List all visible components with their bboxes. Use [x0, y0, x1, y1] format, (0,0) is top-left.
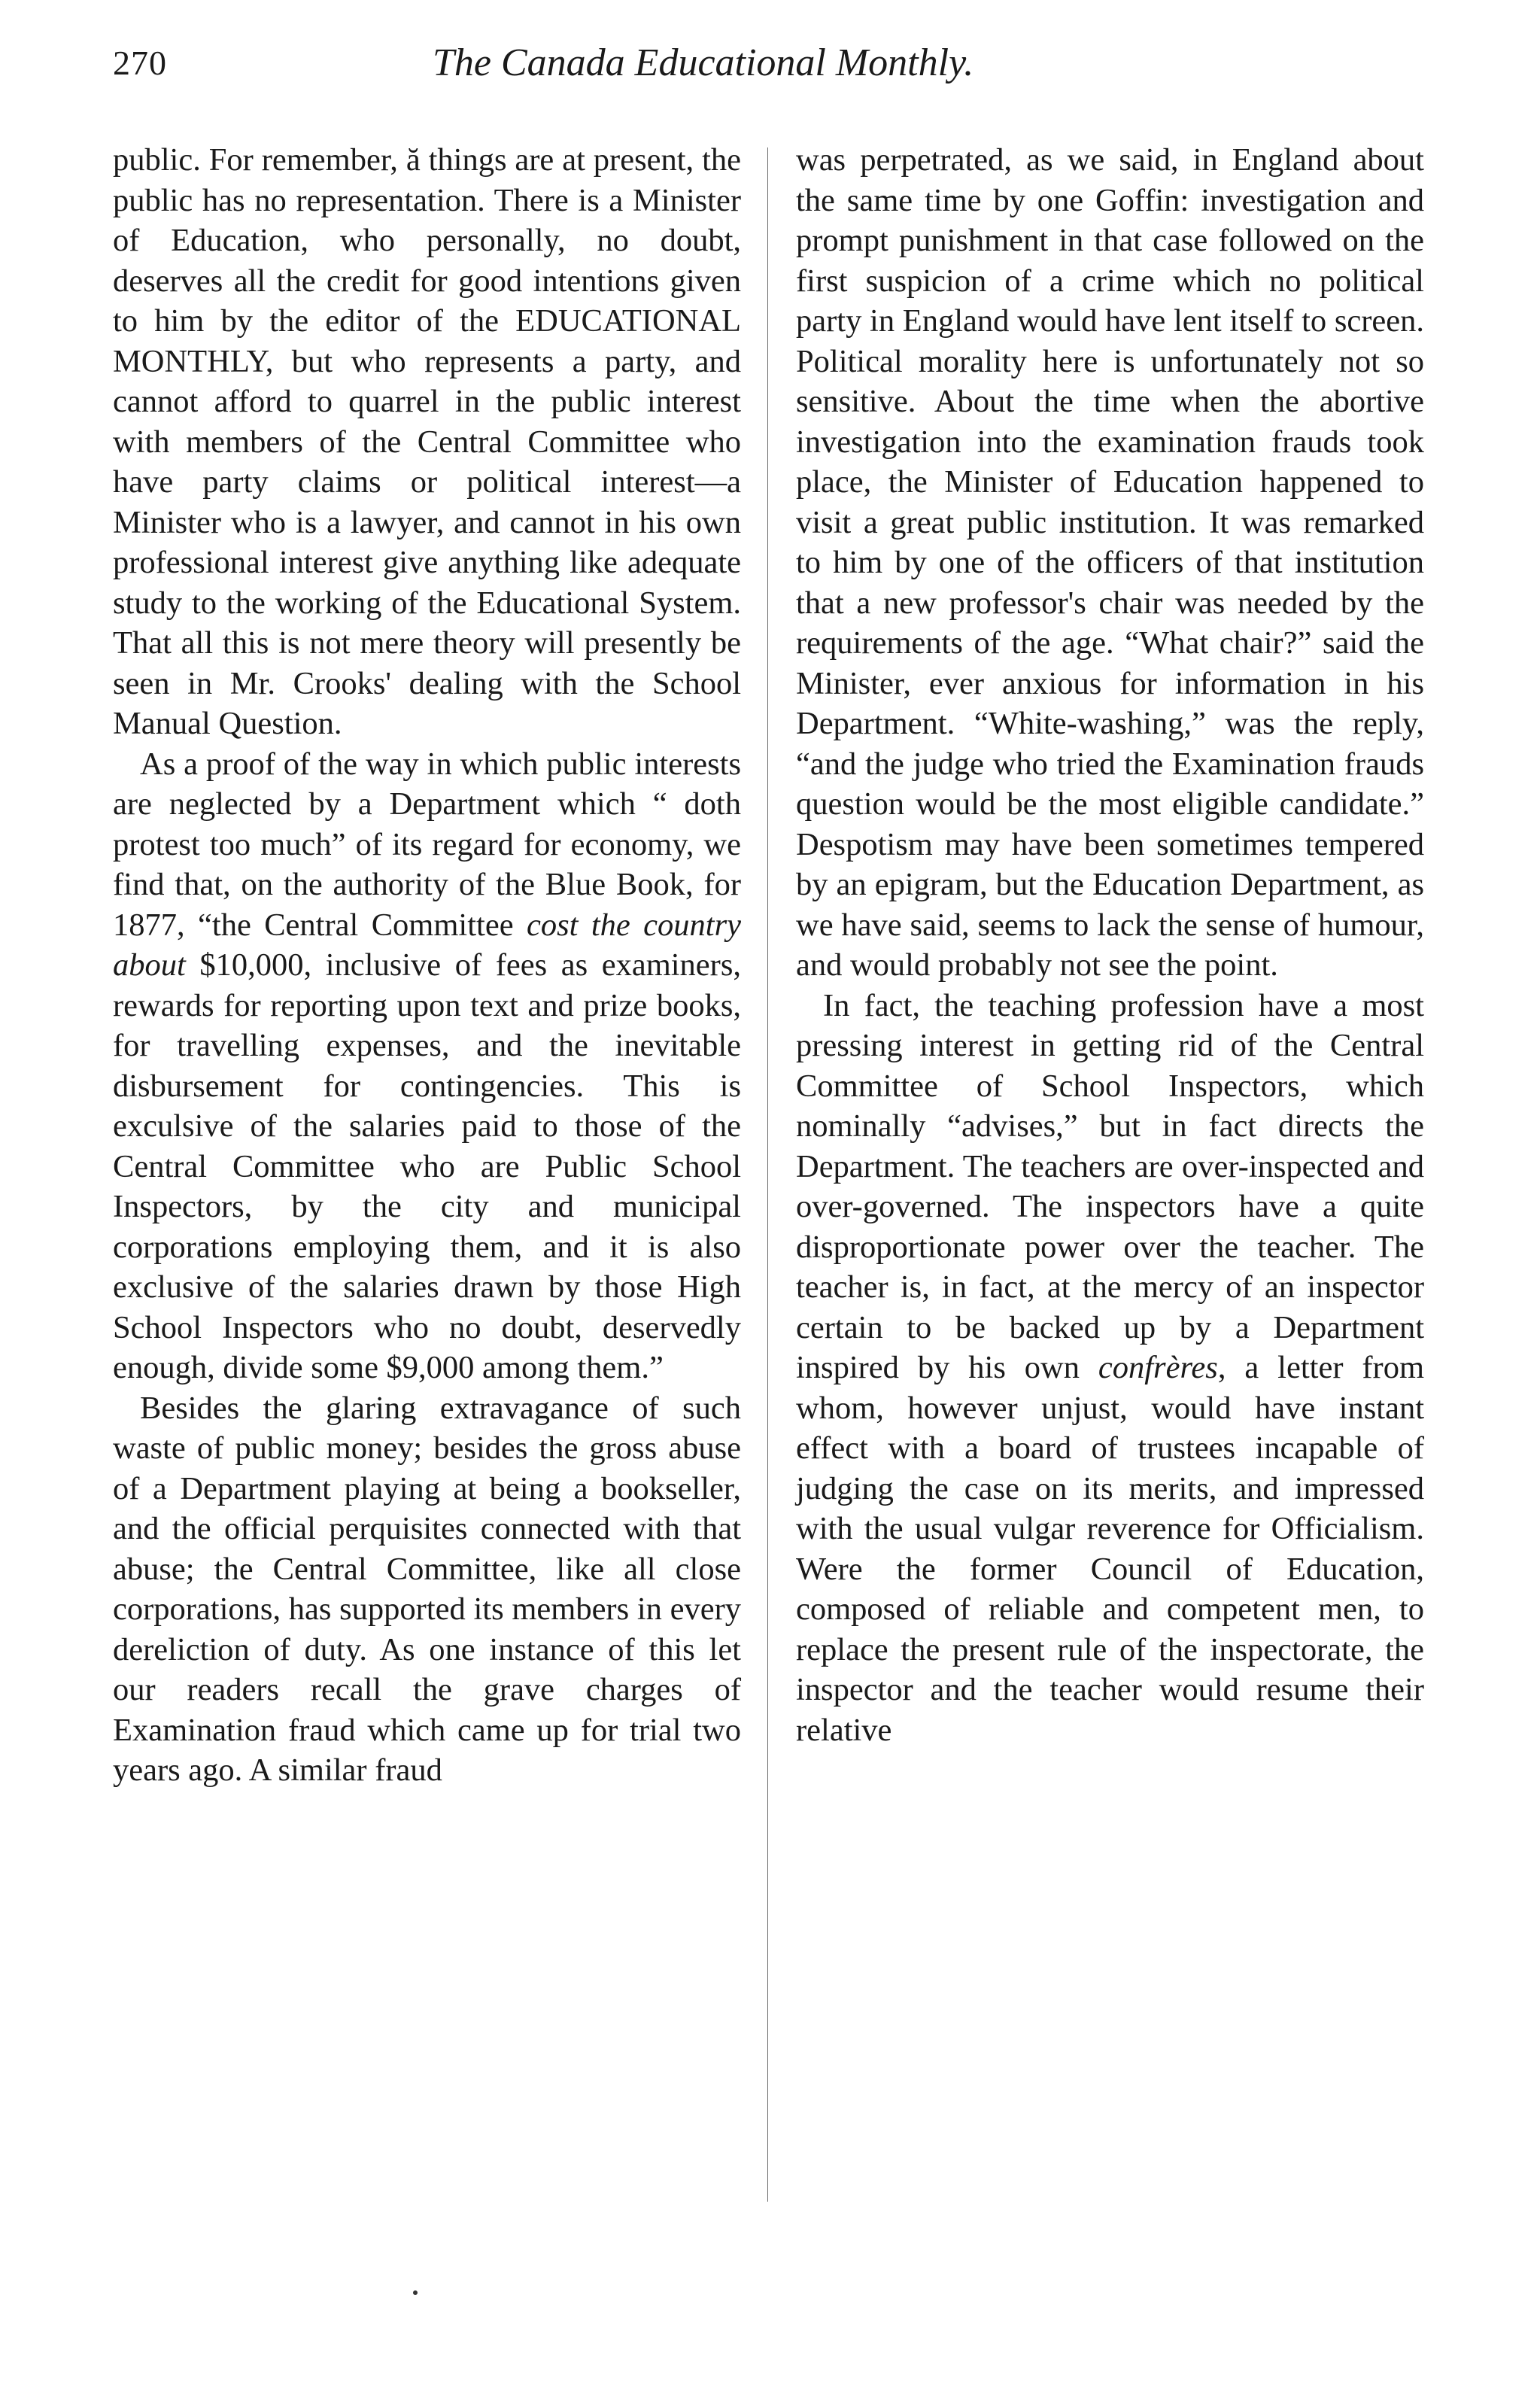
right-paragraph-2-start: In fact, the teaching profession have a most pressing interest in getting rid of the Central Committee of School Inspectors, which nominally “advises,” but in fact directs the Department. The teachers are over-inspected and over-governed. The inspectors have a quite disproportionate power over the teacher. The teacher is, in fact, at the mercy of an inspector certain to be backed up by a Department inspired by his own: [796, 987, 1424, 1385]
left-paragraph-2: [113, 744, 741, 1388]
right-column: [796, 140, 1424, 1750]
right-paragraph-1: was perpetrated, as we said, in England about the same time by one Goffin: investigation and prompt punishment in that case followed on the first suspicion of a crime which no political party in England would have lent itself to screen. Political morality here is unfortunately not so sensitive. About the time when the abortive investigation into the examination frauds took place, the Minister of Education happened to visit a great public institution. It was remarked to him by one of the officers of that institution that a new professor's chair was needed by the requirements of the age. “What chair?” said the Minister, ever anxious for information in his Department. “White-washing,” was the reply, “and the judge who tried the Examination frauds question would be the most eligible candidate.” Despotism may have been sometimes tempered by an epigram, but the Education Department, as we have said, seems to lack the sense of humour, and would probably not see the point.: [796, 142, 1424, 983]
page-header: [113, 33, 1091, 93]
column-divider: [767, 147, 768, 2202]
right-paragraph-2: [796, 986, 1424, 1751]
running-title: The Canada Educational Monthly.: [433, 41, 974, 84]
left-paragraph-2-end: $10,000, inclusive of fees as examiners, rewards for reporting upon text and prize books, for travelling expenses, and the inevitable disbursement for contingencies. This is exculsive of the salaries paid to those of the Central Committee who are Public School Inspectors, by the city and municipal corporations employing them, and it is also exclusive of the salaries drawn by those High School Inspectors who no doubt, deservedly enough, divide some $9,000 among them.”: [113, 947, 741, 1385]
left-column: [113, 140, 741, 1791]
left-paragraph-3: Besides the glaring extravagance of such waste of public money; besides the gross abuse of a Department playing at being a bookseller, and the official perquisites connected with that abuse; the Central Committee, like all close corporations, has supported its members in every dereliction of duty. As one instance of this let our readers recall the grave charges of Examination fraud which came up for trial two years ago. A similar fraud: [113, 1390, 741, 1788]
page-number: 270: [113, 44, 167, 82]
left-paragraph-2-start: As a proof of the way in which public interests are neglected by a Department which “ doth protest too much” of its regard for economy, we find that, on the authority of the Blue Book, for 1877, “the Central Committee: [113, 746, 741, 943]
left-paragraph-1: public. For remember, ă things are at present, the public has no representation. There is a Minister of Education, who personally, no doubt, deserves all the credit for good intentions given to him by the editor of the EDUCATIONAL MONTHLY, but who represents a party, and cannot afford to quarrel in the public interest with members of the Central Committee who have party claims or political interest—a Minister who is a lawyer, and cannot in his own professional interest give anything like adequate study to the working of the Educational System. That all this is not mere theory will presently be seen in Mr. Crooks' dealing with the School Manual Question.: [113, 142, 741, 741]
right-paragraph-2-end: , a letter from whom, however unjust, would have instant effect with a board of trustees incapable of judging the case on its merits, and impressed with the usual vulgar reverence for Officialism. Were the former Council of Education, composed of reliable and competent men, to replace the present rule of the inspectorate, the inspector and the teacher would resume their relative: [796, 1350, 1425, 1748]
right-paragraph-2-italic: confrères: [1098, 1350, 1218, 1385]
left-paragraph-2-italic: cost the country about: [113, 907, 741, 983]
print-speck: [413, 2290, 418, 2295]
